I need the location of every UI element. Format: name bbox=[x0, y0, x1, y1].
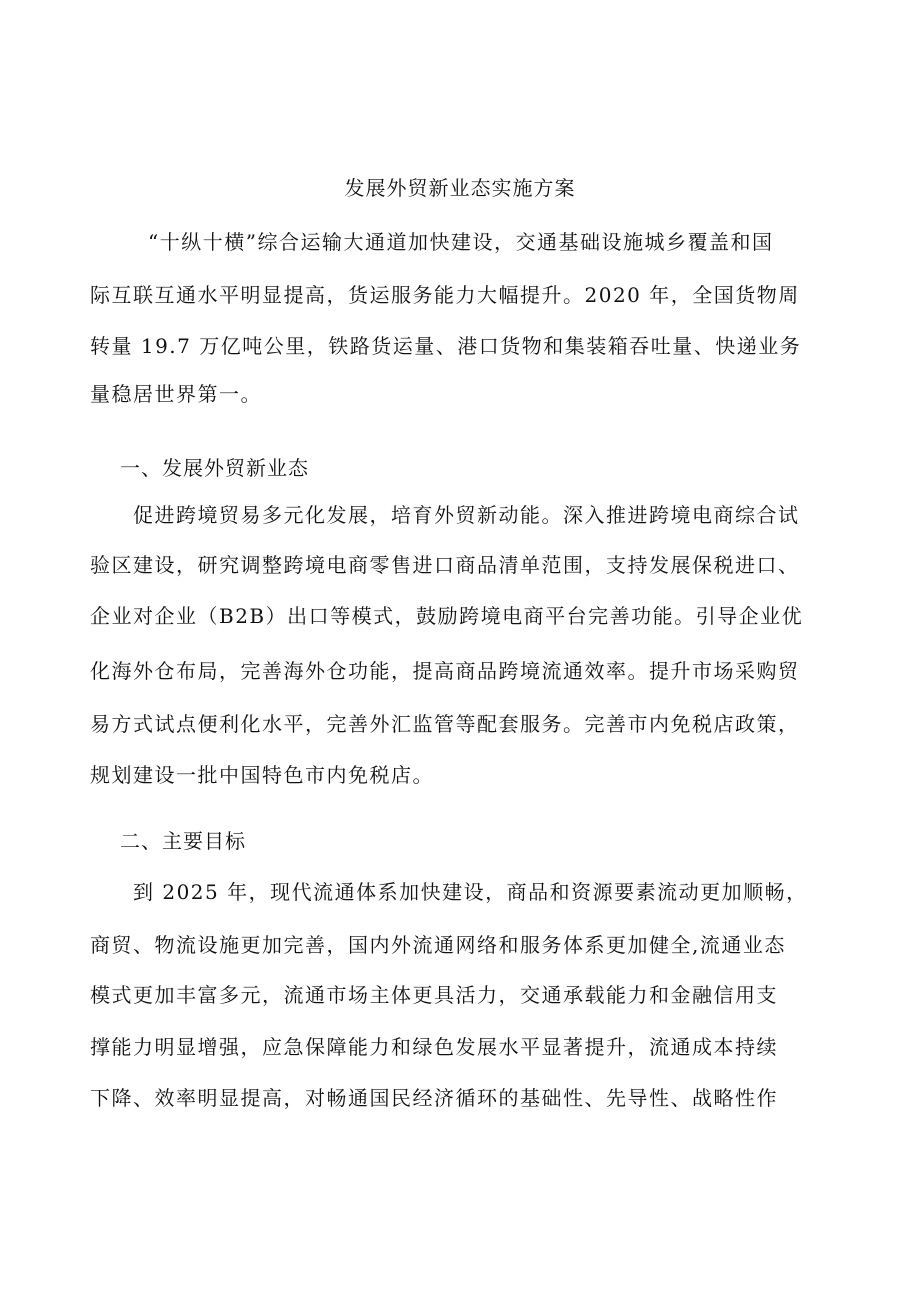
intro-line-1: “十纵十横”综合运输大通道加快建设，交通基础设施城乡覆盖和国 bbox=[148, 230, 774, 254]
section-heading-1: 一、发展外贸新业态 bbox=[120, 456, 309, 480]
section1-line-3: 企业对企业（B2B）出口等模式，鼓励跨境电商平台完善功能。引导企业优 bbox=[90, 604, 804, 628]
section2-line-2: 商贸、物流设施更加完善，国内外流通网络和服务体系更加健全,流通业态 bbox=[90, 933, 786, 957]
intro-line-2: 际互联互通水平明显提高，货运服务能力大幅提升。2020 年，全国货物周 bbox=[90, 283, 800, 307]
section2-line-1: 到 2025 年，现代流通体系加快建设，商品和资源要素流动更加顺畅， bbox=[133, 880, 808, 904]
section1-line-4: 化海外仓布局，完善海外仓功能，提高商品跨境流通效率。提升市场采购贸 bbox=[90, 659, 800, 683]
section2-line-4: 撑能力明显增强，应急保障能力和绿色发展水平显著提升，流通成本持续 bbox=[90, 1035, 778, 1059]
section2-line-3: 模式更加丰富多元，流通市场主体更具活力，交通承载能力和金融信用支 bbox=[90, 983, 778, 1007]
section1-line-5: 易方式试点便利化水平，完善外汇监管等配套服务。完善市内免税店政策， bbox=[90, 712, 800, 736]
section2-line-5: 下降、效率明显提高，对畅通国民经济循环的基础性、先导性、战略性作 bbox=[90, 1086, 778, 1110]
section1-line-2: 验区建设，研究调整跨境电商零售进口商品清单范围，支持发展保税进口、 bbox=[90, 553, 800, 577]
intro-line-3: 转量 19.7 万亿吨公里，铁路货运量、港口货物和集装箱吞吐量、快递业务 bbox=[90, 334, 802, 358]
section-heading-2: 二、主要目标 bbox=[120, 829, 246, 853]
document-title: 发展外贸新业态实施方案 bbox=[344, 176, 576, 200]
section1-line-1: 促进跨境贸易多元化发展，培育外贸新动能。深入推进跨境电商综合试 bbox=[133, 503, 800, 527]
intro-line-4: 量稳居世界第一。 bbox=[90, 382, 262, 406]
section1-line-6: 规划建设一批中国特色市内免税店。 bbox=[90, 763, 434, 787]
